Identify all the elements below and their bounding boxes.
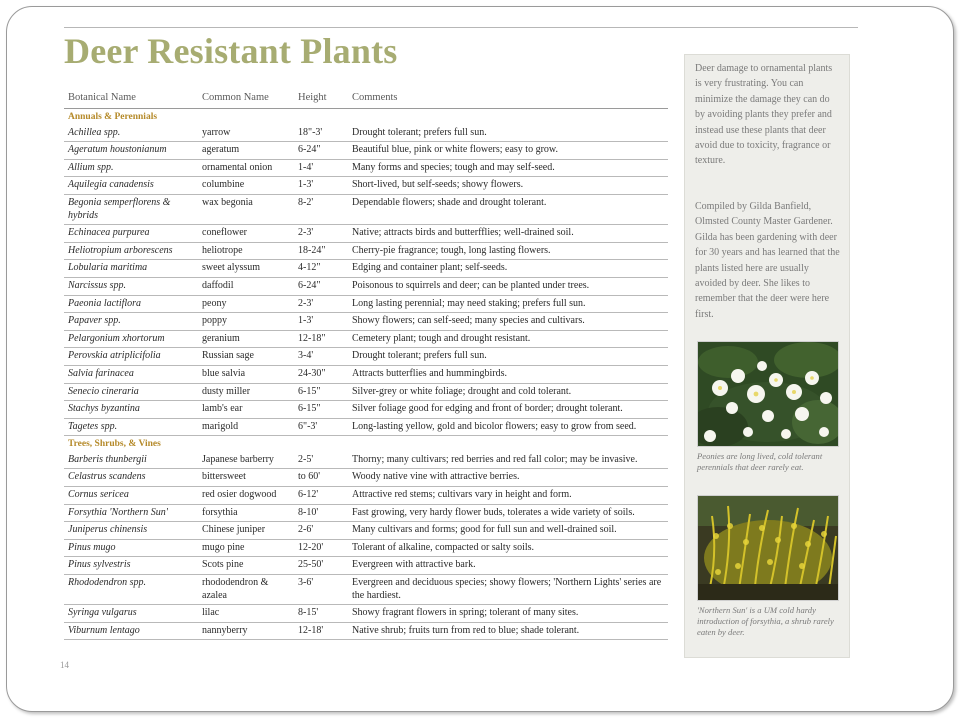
plants-table-body — [64, 109, 668, 640]
height-cell: 12-20' — [294, 539, 348, 557]
botanical-name-cell: Salvia farinacea — [64, 365, 198, 383]
comments-cell: Showy fragrant flowers in spring; tolerant of many sites. — [348, 605, 668, 623]
common-name-cell: lamb's ear — [198, 401, 294, 419]
common-name-cell: blue salvia — [198, 365, 294, 383]
common-name-cell: lilac — [198, 605, 294, 623]
table-row — [64, 418, 668, 436]
common-name-cell: ageratum — [198, 142, 294, 160]
botanical-name-cell: Forsythia 'Northern Sun' — [64, 504, 198, 522]
comments-cell: Drought tolerant; prefers full sun. — [348, 348, 668, 366]
peony-photo — [697, 341, 839, 447]
height-cell: 6-24" — [294, 277, 348, 295]
common-name-cell: coneflower — [198, 225, 294, 243]
height-cell: 8-2' — [294, 194, 348, 224]
common-name-cell: Chinese juniper — [198, 522, 294, 540]
comments-cell: Poisonous to squirrels and deer; can be planted under trees. — [348, 277, 668, 295]
botanical-name-cell: Celastrus scandens — [64, 469, 198, 487]
table-row — [64, 401, 668, 419]
botanical-name-cell: Syringa vulgarus — [64, 605, 198, 623]
height-cell: 2-3' — [294, 225, 348, 243]
height-cell: 1-3' — [294, 313, 348, 331]
comments-cell: Evergreen with attractive bark. — [348, 557, 668, 575]
plants-table — [64, 90, 668, 640]
table-row — [64, 383, 668, 401]
section-heading-row — [64, 436, 668, 452]
table-row — [64, 260, 668, 278]
comments-cell: Native; attracts birds and butterfflies; well-drained soil. — [348, 225, 668, 243]
comments-cell: Attractive red stems; cultivars vary in height and form. — [348, 487, 668, 505]
table-row — [64, 605, 668, 623]
comments-cell: Many cultivars and forms; good for full sun and well-drained soil. — [348, 522, 668, 540]
forsythia-caption: 'Northern Sun' is a UM cold hardy introduction of forsythia, a shrub rarely eaten by deer. — [697, 605, 834, 637]
page-title: Deer Resistant Plants — [64, 31, 398, 71]
comments-cell: Dependable flowers; shade and drought tolerant. — [348, 194, 668, 224]
height-cell: 6"-3' — [294, 418, 348, 436]
common-name-cell: ornamental onion — [198, 159, 294, 177]
table-row — [64, 487, 668, 505]
height-cell: 3-6' — [294, 575, 348, 605]
table-row — [64, 522, 668, 540]
document-page — [54, 20, 864, 680]
height-cell: to 60' — [294, 469, 348, 487]
sidebar-intro-text: Deer damage to ornamental plants is very frustrating. You can minimize the damage they can do by avoiding plants they prefer and instead use these plants that deer avoid due to toxicity, fragrance or texture. — [695, 63, 833, 167]
botanical-name-cell: Aquilegia canadensis — [64, 177, 198, 195]
botanical-name-cell: Paeonia lactiflora — [64, 295, 198, 313]
comments-cell: Showy flowers; can self-seed; many species and cultivars. — [348, 313, 668, 331]
common-name-cell: geranium — [198, 330, 294, 348]
table-row — [64, 557, 668, 575]
botanical-name-cell: Begonia semperflorens & hybrids — [64, 194, 198, 224]
common-name-cell: columbine — [198, 177, 294, 195]
common-name-cell: Scots pine — [198, 557, 294, 575]
comments-cell: Native shrub; fruits turn from red to blue; shade tolerant. — [348, 622, 668, 640]
table-row — [64, 242, 668, 260]
comments-cell: Woody native vine with attractive berries. — [348, 469, 668, 487]
height-cell: 2-6' — [294, 522, 348, 540]
comments-cell: Thorny; many cultivars; red berries and red fall color; may be invasive. — [348, 452, 668, 469]
table-row — [64, 575, 668, 605]
botanical-name-cell: Narcissus spp. — [64, 277, 198, 295]
height-cell: 2-5' — [294, 452, 348, 469]
page-number: 14 — [60, 660, 69, 670]
botanical-name-cell: Viburnum lentago — [64, 622, 198, 640]
common-name-cell: bittersweet — [198, 469, 294, 487]
botanical-name-cell: Achillea spp. — [64, 125, 198, 142]
common-name-cell: heliotrope — [198, 242, 294, 260]
height-cell: 18"-3' — [294, 125, 348, 142]
height-cell: 4-12" — [294, 260, 348, 278]
common-name-cell: yarrow — [198, 125, 294, 142]
table-row — [64, 177, 668, 195]
comments-cell: Drought tolerant; prefers full sun. — [348, 125, 668, 142]
sidebar — [684, 54, 850, 658]
height-cell: 12-18' — [294, 622, 348, 640]
table-row — [64, 159, 668, 177]
botanical-name-cell: Senecio cineraria — [64, 383, 198, 401]
botanical-name-cell: Cornus sericea — [64, 487, 198, 505]
height-cell: 6-15" — [294, 401, 348, 419]
comments-cell: Attracts butterflies and hummingbirds. — [348, 365, 668, 383]
peony-caption: Peonies are long lived, cold tolerant perennials that deer rarely eat. — [697, 451, 823, 472]
height-cell: 8-10' — [294, 504, 348, 522]
height-cell: 25-50' — [294, 557, 348, 575]
botanical-name-cell: Echinacea purpurea — [64, 225, 198, 243]
botanical-name-cell: Juniperus chinensis — [64, 522, 198, 540]
comments-cell: Evergreen and deciduous species; showy flowers; 'Northern Lights' series are the hardiest. — [348, 575, 668, 605]
table-row — [64, 330, 668, 348]
common-name-cell: nannyberry — [198, 622, 294, 640]
botanical-name-cell: Barberis thunbergii — [64, 452, 198, 469]
botanical-name-cell: Papaver spp. — [64, 313, 198, 331]
botanical-name-cell: Lobularia maritima — [64, 260, 198, 278]
comments-cell: Tolerant of alkaline, compacted or salty soils. — [348, 539, 668, 557]
common-name-cell: Japanese barberry — [198, 452, 294, 469]
height-cell: 12-18" — [294, 330, 348, 348]
comments-cell: Cherry-pie fragrance; tough, long lasting flowers. — [348, 242, 668, 260]
forsythia-photo — [697, 495, 839, 601]
table-row — [64, 277, 668, 295]
comments-cell: Beautiful blue, pink or white flowers; easy to grow. — [348, 142, 668, 160]
section-heading: Annuals & Perennials — [68, 112, 158, 122]
section-heading-row — [64, 109, 668, 125]
common-name-cell: red osier dogwood — [198, 487, 294, 505]
common-name-cell: dusty miller — [198, 383, 294, 401]
botanical-name-cell: Pelargonium xhortorum — [64, 330, 198, 348]
height-cell: 6-12' — [294, 487, 348, 505]
table-row — [64, 313, 668, 331]
table-row — [64, 125, 668, 142]
common-name-cell: rhododendron & azalea — [198, 575, 294, 605]
botanical-name-cell: Pinus sylvestris — [64, 557, 198, 575]
header-comments: Comments — [348, 90, 668, 109]
botanical-name-cell: Stachys byzantina — [64, 401, 198, 419]
height-cell: 6-24" — [294, 142, 348, 160]
botanical-name-cell: Pinus mugo — [64, 539, 198, 557]
table-row — [64, 194, 668, 224]
height-cell: 1-4' — [294, 159, 348, 177]
botanical-name-cell: Heliotropium arborescens — [64, 242, 198, 260]
table-row — [64, 469, 668, 487]
table-header-row — [64, 90, 668, 109]
table-row — [64, 504, 668, 522]
height-cell: 2-3' — [294, 295, 348, 313]
common-name-cell: peony — [198, 295, 294, 313]
height-cell: 1-3' — [294, 177, 348, 195]
table-row — [64, 539, 668, 557]
common-name-cell: daffodil — [198, 277, 294, 295]
table-row — [64, 622, 668, 640]
sidebar-compiled-text: Compiled by Gilda Banfield, Olmsted County Master Gardener. Gilda has been gardening with deer for 30 years and has learned that the plants listed here are usually avoided by deer. She likes to remember that the deer were here first. — [695, 201, 840, 320]
table-row — [64, 225, 668, 243]
common-name-cell: sweet alyssum — [198, 260, 294, 278]
common-name-cell: Russian sage — [198, 348, 294, 366]
comments-cell: Long-lasting yellow, gold and bicolor flowers; easy to grow from seed. — [348, 418, 668, 436]
comments-cell: Many forms and species; tough and may self-seed. — [348, 159, 668, 177]
common-name-cell: poppy — [198, 313, 294, 331]
common-name-cell: mugo pine — [198, 539, 294, 557]
height-cell: 24-30" — [294, 365, 348, 383]
common-name-cell: wax begonia — [198, 194, 294, 224]
section-heading: Trees, Shrubs, & Vines — [68, 439, 161, 450]
botanical-name-cell: Rhododendron spp. — [64, 575, 198, 605]
botanical-name-cell: Tagetes spp. — [64, 418, 198, 436]
comments-cell: Short-lived, but self-seeds; showy flowers. — [348, 177, 668, 195]
table-row — [64, 452, 668, 469]
header-height: Height — [294, 90, 348, 109]
header-common-name: Common Name — [198, 90, 294, 109]
table-row — [64, 295, 668, 313]
height-cell: 6-15" — [294, 383, 348, 401]
table-row — [64, 365, 668, 383]
table-row — [64, 142, 668, 160]
comments-cell: Silver-grey or white foliage; drought and cold tolerant. — [348, 383, 668, 401]
common-name-cell: marigold — [198, 418, 294, 436]
botanical-name-cell: Allium spp. — [64, 159, 198, 177]
top-rule — [64, 27, 858, 28]
height-cell: 3-4' — [294, 348, 348, 366]
comments-cell: Cemetery plant; tough and drought resistant. — [348, 330, 668, 348]
comments-cell: Edging and container plant; self-seeds. — [348, 260, 668, 278]
botanical-name-cell: Perovskia atriplicifolia — [64, 348, 198, 366]
table-row — [64, 348, 668, 366]
botanical-name-cell: Ageratum houstonianum — [64, 142, 198, 160]
comments-cell: Fast growing, very hardy flower buds, tolerates a wide variety of soils. — [348, 504, 668, 522]
comments-cell: Silver foliage good for edging and front of border; drought tolerant. — [348, 401, 668, 419]
common-name-cell: forsythia — [198, 504, 294, 522]
height-cell: 8-15' — [294, 605, 348, 623]
header-botanical-name: Botanical Name — [64, 90, 198, 109]
comments-cell: Long lasting perennial; may need staking; prefers full sun. — [348, 295, 668, 313]
height-cell: 18-24" — [294, 242, 348, 260]
